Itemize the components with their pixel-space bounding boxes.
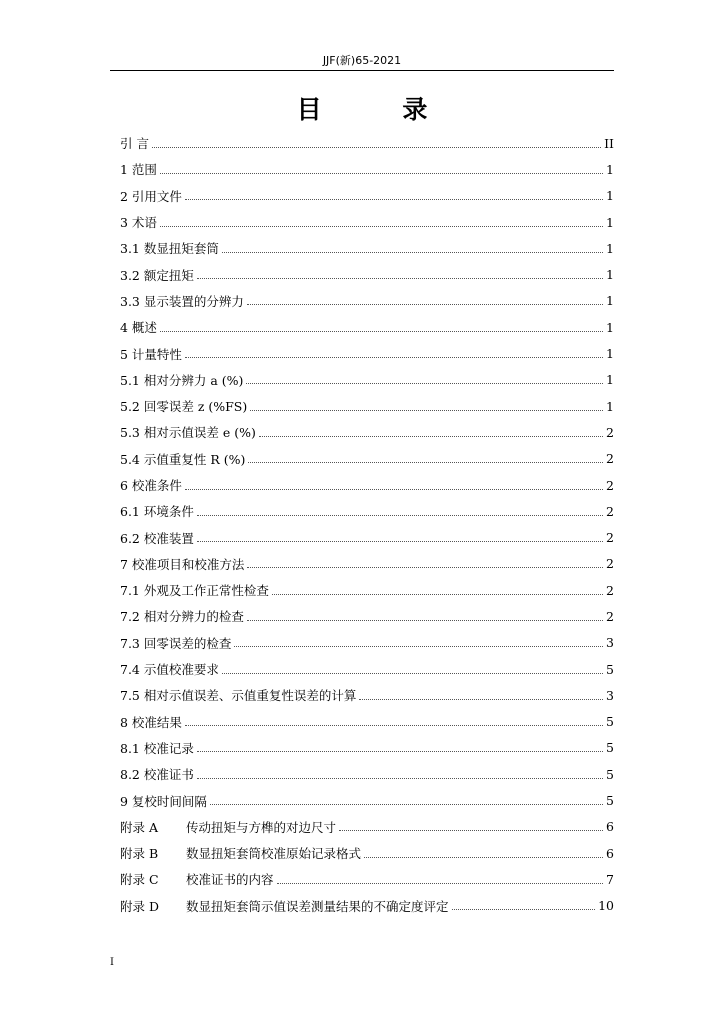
header-rule	[110, 70, 614, 71]
dot-leader	[250, 410, 603, 411]
toc-entry-label: 5.1 相对分辨力 a (%)	[120, 372, 244, 388]
toc-entry-label: 6.2 校准装置	[120, 530, 194, 546]
toc-appendix-title: 数显扭矩套筒示值误差测量结果的不确定度评定	[186, 898, 449, 914]
dot-leader	[197, 778, 603, 779]
page-title: 目 录	[296, 95, 464, 124]
toc-appendix-title: 传动扭矩与方榫的对边尺寸	[186, 819, 337, 835]
toc-page-number: 1	[606, 188, 614, 204]
toc-entry[interactable]	[120, 261, 614, 287]
dot-leader	[272, 594, 603, 595]
toc-appendix-label	[120, 870, 274, 888]
dot-leader	[152, 147, 601, 148]
toc-appendix-entry[interactable]	[120, 814, 614, 840]
toc-entry[interactable]	[120, 472, 614, 498]
toc-entry[interactable]	[120, 130, 614, 156]
dot-leader	[248, 462, 603, 463]
toc-page-number: 2	[606, 451, 614, 467]
dot-leader	[339, 830, 603, 831]
toc-page-number: II	[604, 135, 614, 151]
toc-entry-label: 8 校准结果	[120, 714, 182, 730]
toc-entry-label: 6 校准条件	[120, 478, 182, 493]
toc-entry-label: 7.3 回零误差的检查	[120, 635, 232, 651]
toc-entry-label: 7 校准项目和校准方法	[120, 556, 245, 572]
toc-page-number: 5	[606, 661, 614, 677]
toc-page-number: 1	[606, 346, 614, 362]
document-code-header: JJF(新)65-2021	[322, 54, 402, 67]
table-of-contents	[120, 130, 614, 919]
toc-entry[interactable]	[120, 340, 614, 366]
toc-entry-label: 1 范围	[120, 162, 157, 178]
toc-entry-label: 7.5 相对示值误差、示值重复性误差的计算	[120, 688, 357, 704]
dot-leader	[364, 857, 603, 858]
toc-entry-label: 5.4 示值重复性 R (%)	[120, 451, 246, 467]
toc-entry[interactable]	[120, 656, 614, 682]
toc-entry[interactable]	[120, 735, 614, 761]
toc-page-number: 5	[606, 740, 614, 756]
toc-entry[interactable]	[120, 314, 614, 340]
toc-appendix-title: 数显扭矩套筒校准原始记录格式	[186, 846, 362, 862]
toc-entry[interactable]	[120, 393, 614, 419]
toc-appendix-title: 校准证书的内容	[186, 872, 274, 888]
toc-entry-label: 8.1 校准记录	[120, 740, 194, 756]
dot-leader	[222, 252, 603, 253]
toc-entry-label: 3.2 额定扭矩	[120, 267, 194, 283]
toc-entry-label: 3 术语	[120, 215, 157, 231]
dot-leader	[247, 304, 603, 305]
toc-page-number: 3	[606, 635, 614, 651]
toc-page-number: 10	[598, 898, 614, 914]
dot-leader	[197, 278, 603, 279]
toc-entry[interactable]	[120, 498, 614, 524]
toc-appendix-label	[120, 844, 361, 862]
toc-entry[interactable]	[120, 761, 614, 787]
dot-leader	[247, 567, 603, 568]
toc-appendix-label	[120, 818, 336, 836]
toc-page-number: 2	[606, 530, 614, 546]
toc-entry[interactable]	[120, 446, 614, 472]
dot-leader	[246, 383, 603, 384]
toc-entry-label: 6.1 环境条件	[120, 504, 194, 520]
dot-leader	[197, 751, 603, 752]
toc-entry[interactable]	[120, 156, 614, 182]
toc-page-number: 7	[606, 871, 614, 887]
toc-entry-label: 7.4 示值校准要求	[120, 662, 219, 678]
toc-page-number: 2	[606, 503, 614, 519]
toc-page-number: 1	[606, 161, 614, 177]
toc-entry-label: 5 计量特性	[120, 346, 182, 362]
toc-entry[interactable]	[120, 551, 614, 577]
toc-page-number: 6	[606, 819, 614, 835]
toc-entry[interactable]	[120, 709, 614, 735]
toc-entry[interactable]	[120, 367, 614, 393]
toc-page-number: 5	[606, 714, 614, 730]
toc-appendix-entry[interactable]	[120, 840, 614, 866]
toc-entry[interactable]	[120, 288, 614, 314]
dot-leader	[185, 725, 603, 726]
dot-leader	[210, 804, 603, 805]
dot-leader	[160, 331, 603, 332]
dot-leader	[197, 541, 603, 542]
toc-page-number: 2	[606, 477, 614, 493]
toc-page-number: 1	[606, 319, 614, 335]
toc-page-number: 2	[606, 424, 614, 440]
toc-entry[interactable]	[120, 630, 614, 656]
toc-entry-label: 2 引用文件	[120, 188, 182, 204]
toc-page-number: 5	[606, 766, 614, 782]
toc-entry-label: 9 复校时间间隔	[120, 793, 207, 809]
dot-leader	[197, 515, 603, 516]
toc-entry[interactable]	[120, 577, 614, 603]
dot-leader	[185, 357, 603, 358]
dot-leader	[247, 620, 603, 621]
toc-entry-label: 5.2 回零误差 z (%FS)	[120, 399, 248, 415]
dot-leader	[359, 699, 603, 700]
dot-leader	[160, 173, 603, 174]
toc-page-number: 1	[606, 214, 614, 230]
toc-appendix-entry[interactable]	[120, 866, 614, 892]
toc-entry[interactable]	[120, 682, 614, 708]
toc-entry-label: 4 概述	[120, 320, 157, 336]
dot-leader	[185, 489, 603, 490]
toc-page-number: 2	[606, 608, 614, 624]
toc-page-number: 2	[606, 582, 614, 598]
toc-page-number: 1	[606, 398, 614, 414]
dot-leader	[222, 673, 603, 674]
toc-page-number: 1	[606, 267, 614, 283]
toc-entry[interactable]	[120, 603, 614, 629]
toc-appendix-label	[120, 897, 449, 915]
dot-leader	[277, 883, 603, 884]
toc-entry-label: 7.2 相对分辨力的检查	[120, 609, 244, 625]
toc-entry[interactable]	[120, 419, 614, 445]
toc-page-number: 3	[606, 687, 614, 703]
dot-leader	[185, 199, 603, 200]
toc-page-number: 6	[606, 845, 614, 861]
toc-entry[interactable]	[120, 183, 614, 209]
toc-appendix-id: 附录 D	[120, 898, 159, 914]
toc-appendix-entry[interactable]	[120, 893, 614, 919]
toc-entry-label: 3.3 显示装置的分辨力	[120, 293, 244, 309]
toc-page-number: 1	[606, 293, 614, 309]
toc-entry-label: 引 言	[120, 136, 149, 152]
toc-appendix-id: 附录 C	[120, 872, 159, 888]
dot-leader	[259, 436, 603, 437]
toc-page-number: 2	[606, 556, 614, 572]
toc-entry[interactable]	[120, 235, 614, 261]
dot-leader	[234, 646, 603, 647]
toc-entry-label: 8.2 校准证书	[120, 767, 194, 783]
page-number: I	[110, 957, 114, 968]
dot-leader	[452, 909, 596, 910]
toc-page-number: 1	[606, 372, 614, 388]
toc-entry[interactable]	[120, 209, 614, 235]
toc-entry[interactable]	[120, 787, 614, 813]
toc-entry-label: 7.1 外观及工作正常性检查	[120, 583, 269, 599]
toc-page-number: 1	[606, 240, 614, 256]
toc-entry-label: 5.3 相对示值误差 e (%)	[120, 425, 256, 441]
toc-entry[interactable]	[120, 524, 614, 550]
toc-entry-label: 3.1 数显扭矩套筒	[120, 241, 219, 257]
toc-appendix-id: 附录 B	[120, 846, 159, 862]
dot-leader	[160, 226, 603, 227]
toc-appendix-id: 附录 A	[120, 819, 159, 835]
toc-page-number: 5	[606, 793, 614, 809]
